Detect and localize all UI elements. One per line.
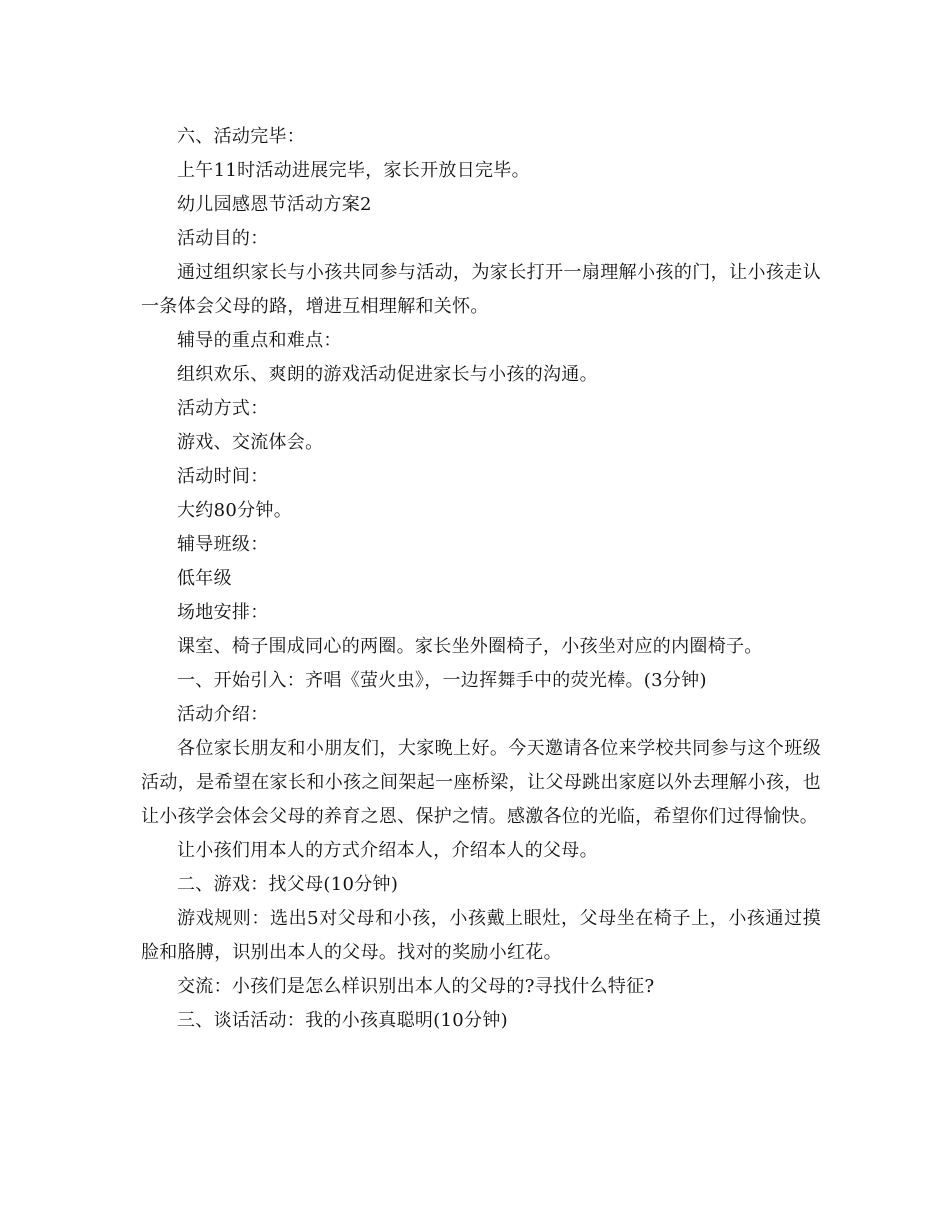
paragraph-self-intro: 让小孩们用本人的方式介绍本人，介绍本人的父母。 xyxy=(177,840,598,861)
paragraph-exchange: 交流：小孩们是怎么样识别出本人的父母的?寻找什么特征? xyxy=(177,976,655,997)
paragraph-goal-text: 通过组织家长与小孩共同参与活动，为家长打开一扇理解小孩的门，让小孩走认一条体会父母的路，增进互相理解和关怀。 xyxy=(141,262,821,317)
paragraph-activity-end: 上午11时活动进展完毕，家长开放日完毕。 xyxy=(177,160,530,181)
paragraph-focus-heading: 辅导的重点和难点： xyxy=(177,330,342,351)
paragraph-game-rules: 游戏规则：选出5对父母和小孩，小孩戴上眼灶，父母坐在椅子上，小孩通过摸脸和胳膊，识别出本人的父母。找对的奖励小红花。 xyxy=(141,908,821,963)
paragraph-method-text: 游戏、交流体会。 xyxy=(177,432,324,453)
paragraph-method-heading: 活动方式： xyxy=(177,398,269,419)
paragraph-time-text: 大约80分钟。 xyxy=(177,500,293,521)
paragraph-plan-title: 幼儿园感恩节活动方案2 xyxy=(177,194,372,215)
paragraph-talk-heading: 三、谈话活动：我的小孩真聪明(10分钟) xyxy=(177,1010,508,1031)
paragraph-activity-intro-heading: 活动介绍： xyxy=(177,704,269,725)
paragraph-welcome-speech: 各位家长朋友和小朋友们，大家晚上好。今天邀请各位来学校共同参与这个班级活动，是希望在家长和小孩之间架起一座桥梁，让父母跳出家庭以外去理解小孩，也让小孩学会体会父母的养育之恩、保护之情。感激各位的光临，希望你们过得愉快。 xyxy=(141,738,821,827)
document-body xyxy=(141,120,821,1038)
paragraph-venue-text: 课室、椅子围成同心的两圈。家长坐外圈椅子，小孩坐对应的内圈椅子。 xyxy=(177,636,763,657)
paragraph-focus-text: 组织欢乐、爽朗的游戏活动促进家长与小孩的沟通。 xyxy=(177,364,598,385)
paragraph-game-heading: 二、游戏：找父母(10分钟) xyxy=(177,874,399,895)
paragraph-intro-song: 一、开始引入：齐唱《萤火虫》，一边挥舞手中的荧光棒。(3分钟) xyxy=(177,670,707,691)
paragraph-class-text: 低年级 xyxy=(177,568,232,589)
paragraph-goal-heading: 活动目的： xyxy=(177,228,269,249)
paragraph-section-six-heading: 六、活动完毕： xyxy=(177,126,306,147)
paragraph-time-heading: 活动时间： xyxy=(177,466,269,487)
paragraph-venue-heading: 场地安排： xyxy=(177,602,269,623)
paragraph-class-heading: 辅导班级： xyxy=(177,534,269,555)
